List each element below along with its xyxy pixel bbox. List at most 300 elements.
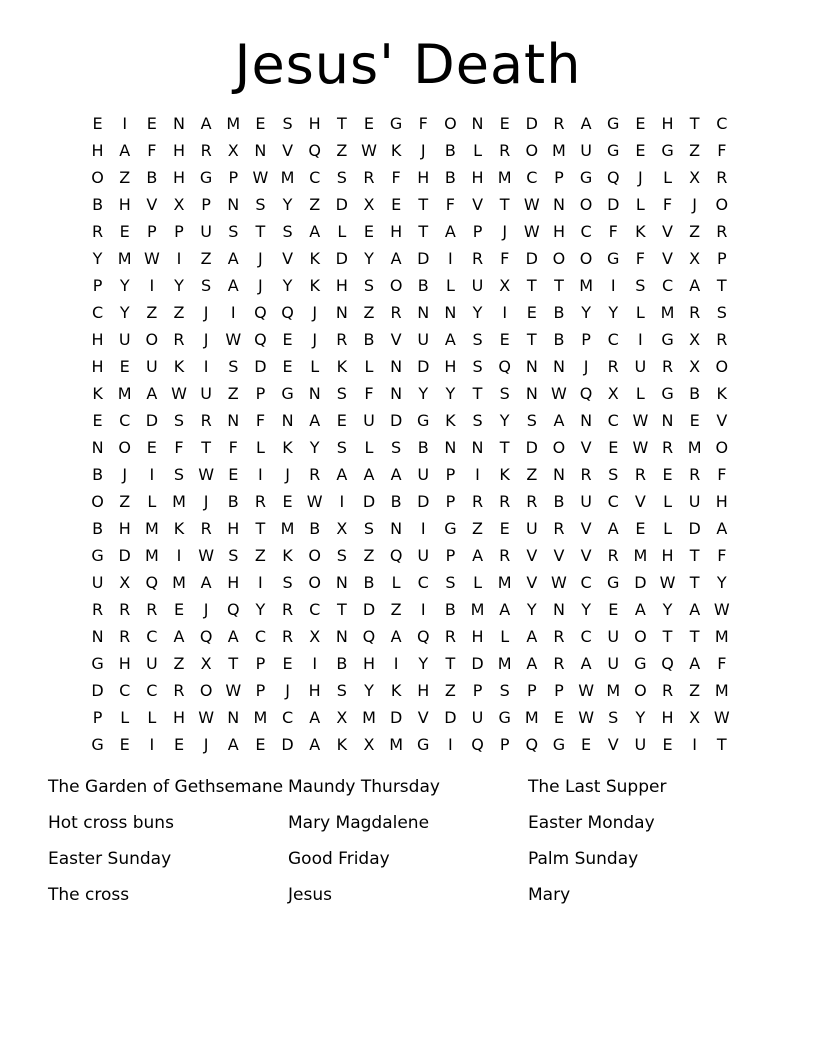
grid-letter: N <box>308 384 321 403</box>
grid-letter: H <box>172 168 185 187</box>
grid-letter: P <box>716 249 727 268</box>
grid-letter: U <box>607 654 620 673</box>
grid-letter: P <box>499 735 510 754</box>
word-list-item: The cross <box>48 885 130 905</box>
grid-letter: U <box>91 573 104 592</box>
grid-letter: Z <box>173 303 185 322</box>
grid-letter: M <box>470 600 485 619</box>
grid-letter: G <box>579 168 593 187</box>
grid-letter: S <box>228 546 239 565</box>
grid-letter: I <box>502 303 508 322</box>
grid-letter: P <box>255 681 266 700</box>
grid-letter: I <box>258 573 263 592</box>
word-list-item: Good Friday <box>288 849 390 869</box>
grid-letter: W <box>361 141 377 160</box>
grid-letter: A <box>689 276 701 295</box>
grid-letter: A <box>309 735 321 754</box>
grid-letter: I <box>203 357 209 376</box>
grid-letter: N <box>91 438 104 457</box>
grid-letter: A <box>146 384 158 403</box>
grid-letter: N <box>444 303 457 322</box>
grid-letter: U <box>417 330 430 349</box>
grid-letter: M <box>389 735 404 754</box>
grid-letter: H <box>308 681 321 700</box>
grid-letter: X <box>363 735 375 754</box>
grid-letter: V <box>580 546 592 565</box>
grid-letter: V <box>716 411 728 430</box>
grid-letter: J <box>583 357 589 376</box>
grid-letter: Q <box>389 546 403 565</box>
grid-letter: X <box>689 168 701 187</box>
grid-letter: A <box>200 573 212 592</box>
grid-row <box>84 515 736 542</box>
grid-letter: O <box>579 249 593 268</box>
grid-letter: Y <box>92 249 103 268</box>
grid-letter: S <box>526 411 537 430</box>
grid-letter: M <box>524 708 539 727</box>
word-list-item: The Garden of Gethsemane <box>48 777 284 797</box>
grid-letter: M <box>172 573 186 592</box>
grid-letter: C <box>309 600 321 619</box>
grid-letter: M <box>552 141 566 160</box>
grid-letter: B <box>227 492 239 511</box>
grid-letter: P <box>255 384 266 403</box>
grid-letter: O <box>199 681 213 700</box>
grid-letter: X <box>200 654 212 673</box>
grid-letter: Z <box>336 141 348 160</box>
grid-letter: E <box>499 330 510 349</box>
grid-letter: N <box>471 438 484 457</box>
grid-letter: D <box>417 357 430 376</box>
grid-letter: F <box>500 249 510 268</box>
grid-letter: D <box>335 249 348 268</box>
grid-letter: O <box>525 141 539 160</box>
grid-letter: N <box>390 519 403 538</box>
grid-letter: Y <box>608 303 619 322</box>
word-list-item: Jesus <box>288 885 332 905</box>
grid-letter: N <box>281 411 294 430</box>
grid-letter: I <box>230 303 236 322</box>
grid-letter: R <box>499 141 511 160</box>
grid-letter: T <box>418 195 429 214</box>
grid-letter: W <box>252 168 269 187</box>
grid-letter: E <box>119 735 130 754</box>
grid-letter: B <box>363 330 375 349</box>
grid-letter: U <box>634 357 647 376</box>
grid-letter: R <box>281 627 294 646</box>
grid-letter: H <box>362 654 375 673</box>
grid-letter: E <box>228 465 239 484</box>
grid-letter: A <box>499 600 511 619</box>
grid-letter: W <box>306 492 323 511</box>
grid-letter: M <box>687 438 702 457</box>
grid-letter: D <box>525 438 538 457</box>
grid-letter: G <box>661 384 674 403</box>
grid-row <box>84 434 736 461</box>
grid-letter: E <box>499 519 510 538</box>
grid-letter: N <box>91 627 104 646</box>
grid-letter: E <box>662 735 673 754</box>
grid-letter: K <box>309 249 320 268</box>
grid-letter: K <box>92 384 103 403</box>
grid-letter: V <box>526 573 538 592</box>
grid-letter: K <box>173 357 185 376</box>
grid-letter: X <box>363 195 375 214</box>
grid-letter: N <box>552 357 565 376</box>
grid-letter: E <box>146 438 157 457</box>
grid-letter: K <box>282 438 293 457</box>
grid-letter: V <box>662 222 673 241</box>
grid-letter: G <box>91 546 104 565</box>
grid-row <box>84 326 736 353</box>
grid-letter: R <box>254 492 266 511</box>
grid-letter: A <box>390 249 402 268</box>
grid-letter: Y <box>418 654 429 673</box>
grid-letter: C <box>91 303 104 322</box>
grid-letter: I <box>448 735 453 754</box>
grid-letter: E <box>282 330 293 349</box>
grid-letter: R <box>716 222 728 241</box>
grid-letter: Q <box>226 600 240 619</box>
grid-letter: S <box>336 384 347 403</box>
grid-letter: R <box>689 303 701 322</box>
grid-letter: I <box>312 654 318 673</box>
grid-letter: G <box>199 168 213 187</box>
grid-letter: H <box>471 627 484 646</box>
grid-letter: I <box>149 735 155 754</box>
grid-letter: P <box>255 654 266 673</box>
grid-letter: E <box>282 654 293 673</box>
grid-letter: A <box>526 654 538 673</box>
grid-letter: A <box>444 222 456 241</box>
grid-letter: Z <box>526 465 538 484</box>
grid-letter: K <box>716 384 728 403</box>
grid-letter: J <box>285 681 290 700</box>
grid-letter: A <box>227 627 239 646</box>
grid-letter: B <box>417 438 429 457</box>
grid-letter: N <box>552 195 565 214</box>
grid-letter: V <box>580 438 592 457</box>
grid-letter: H <box>661 708 674 727</box>
grid-letter: C <box>146 627 158 646</box>
grid-letter: H <box>335 276 348 295</box>
grid-letter: C <box>526 168 538 187</box>
grid-letter: H <box>118 519 131 538</box>
grid-letter: R <box>119 600 131 619</box>
grid-letter: Z <box>472 519 484 538</box>
grid-letter: F <box>635 249 645 268</box>
grid-letter: E <box>391 195 402 214</box>
grid-letter: A <box>227 276 239 295</box>
grid-letter: V <box>390 330 402 349</box>
grid-letter: F <box>717 546 727 565</box>
grid-letter: I <box>420 600 426 619</box>
grid-letter: X <box>499 276 511 295</box>
grid-letter: Y <box>119 276 130 295</box>
grid-letter: W <box>225 681 242 700</box>
grid-letter: R <box>281 600 294 619</box>
grid-letter: B <box>444 141 456 160</box>
grid-letter: H <box>308 114 321 133</box>
grid-letter: F <box>445 195 455 214</box>
grid-letter: W <box>143 249 160 268</box>
grid-letter: Y <box>174 276 184 295</box>
grid-letter: H <box>91 141 104 160</box>
grid-letter: R <box>526 492 538 511</box>
grid-letter: P <box>228 168 239 187</box>
grid-letter: V <box>526 546 538 565</box>
grid-letter: S <box>716 303 727 322</box>
grid-letter: B <box>309 519 321 538</box>
grid-letter: I <box>258 465 263 484</box>
grid-letter: T <box>418 222 429 241</box>
grid-letter: H <box>444 357 457 376</box>
grid-letter: B <box>444 168 456 187</box>
grid-letter: D <box>362 600 376 619</box>
grid-letter: Z <box>689 141 701 160</box>
grid-letter: E <box>173 600 185 619</box>
grid-letter: A <box>580 114 592 133</box>
grid-letter: N <box>390 384 403 403</box>
grid-letter: Y <box>472 303 483 322</box>
grid-letter: J <box>285 465 290 484</box>
grid-letter: G <box>91 654 104 673</box>
grid-letter: L <box>473 573 482 592</box>
grid-letter: V <box>282 141 294 160</box>
grid-letter: C <box>607 411 619 430</box>
word-list-item: Easter Monday <box>528 813 655 833</box>
grid-letter: G <box>607 573 620 592</box>
grid-row <box>84 191 736 218</box>
grid-letter: Y <box>716 573 727 592</box>
grid-letter: G <box>444 519 457 538</box>
grid-letter: A <box>444 330 456 349</box>
grid-letter: R <box>444 627 456 646</box>
grid-letter: I <box>638 330 643 349</box>
grid-letter: Y <box>282 276 293 295</box>
grid-letter: V <box>146 195 158 214</box>
grid-letter: K <box>390 141 402 160</box>
grid-letter: R <box>661 357 674 376</box>
grid-letter: N <box>552 600 565 619</box>
grid-letter: P <box>554 168 564 187</box>
grid-letter: I <box>475 465 480 484</box>
grid-letter: F <box>717 654 727 673</box>
grid-letter: Q <box>498 357 511 376</box>
grid-letter: Y <box>445 384 456 403</box>
grid-letter: I <box>149 465 155 484</box>
grid-letter: B <box>553 303 565 322</box>
grid-letter: M <box>144 546 159 565</box>
grid-letter: N <box>254 141 267 160</box>
word-list-item: Maundy Thursday <box>288 777 440 797</box>
grid-letter: X <box>336 519 348 538</box>
grid-letter: Y <box>526 600 537 619</box>
grid-letter: O <box>91 492 104 511</box>
grid-letter: M <box>606 681 621 700</box>
grid-letter: C <box>580 573 592 592</box>
grid-letter: D <box>389 411 403 430</box>
grid-letter: W <box>551 573 567 592</box>
grid-letter: R <box>92 600 104 619</box>
grid-letter: R <box>716 168 728 187</box>
grid-letter: Q <box>254 303 267 322</box>
grid-letter: C <box>281 708 294 727</box>
grid-letter: R <box>661 681 674 700</box>
grid-letter: J <box>203 492 209 511</box>
grid-row <box>84 623 736 650</box>
grid-letter: X <box>173 195 185 214</box>
grid-letter: N <box>444 438 457 457</box>
grid-letter: K <box>173 519 185 538</box>
grid-letter: W <box>523 195 540 214</box>
grid-letter: Q <box>199 627 213 646</box>
grid-letter: U <box>118 330 131 349</box>
grid-letter: F <box>662 195 673 214</box>
grid-letter: E <box>635 141 646 160</box>
grid-letter: H <box>118 654 131 673</box>
grid-letter: Q <box>254 330 267 349</box>
grid-letter: O <box>91 168 104 187</box>
grid-letter: J <box>203 735 209 754</box>
grid-letter: E <box>662 465 673 484</box>
grid-letter: U <box>525 519 538 538</box>
word-list-item: Mary <box>528 885 571 905</box>
grid-letter: D <box>471 654 484 673</box>
grid-letter: P <box>445 546 456 565</box>
grid-letter: B <box>336 654 348 673</box>
grid-letter: L <box>391 573 401 592</box>
grid-letter: A <box>472 546 484 565</box>
grid-letter: A <box>309 411 321 430</box>
grid-letter: A <box>390 627 402 646</box>
grid-letter: C <box>417 573 429 592</box>
grid-letter: B <box>92 465 104 484</box>
grid-letter: U <box>417 465 430 484</box>
grid-letter: R <box>336 330 348 349</box>
grid-letter: N <box>335 303 348 322</box>
grid-letter: U <box>607 627 620 646</box>
grid-letter: D <box>525 114 538 133</box>
grid-letter: S <box>608 708 619 727</box>
grid-letter: G <box>607 141 620 160</box>
grid-letter: T <box>255 519 266 538</box>
grid-letter: M <box>226 114 241 133</box>
grid-letter: S <box>336 438 347 457</box>
grid-letter: L <box>445 276 455 295</box>
grid-letter: M <box>280 168 295 187</box>
grid-letter: X <box>336 708 348 727</box>
word-list-item: Easter Sunday <box>48 849 172 869</box>
grid-letter: E <box>119 222 130 241</box>
grid-letter: N <box>661 411 674 430</box>
grid-letter: E <box>499 114 510 133</box>
grid-letter: U <box>200 222 212 241</box>
grid-letter: C <box>661 276 674 295</box>
grid-letter: M <box>362 708 376 727</box>
grid-letter: B <box>417 276 429 295</box>
grid-letter: C <box>146 681 158 700</box>
grid-letter: E <box>635 114 646 133</box>
grid-letter: G <box>417 735 430 754</box>
grid-letter: N <box>552 465 565 484</box>
grid-letter: J <box>312 330 318 349</box>
grid-letter: R <box>471 249 484 268</box>
grid-row <box>84 272 736 299</box>
grid-letter: R <box>553 519 565 538</box>
grid-letter: E <box>363 222 375 241</box>
grid-letter: O <box>715 195 729 214</box>
grid-letter: T <box>689 627 700 646</box>
grid-letter: P <box>147 222 157 241</box>
grid-letter: M <box>117 384 132 403</box>
grid-letter: E <box>336 411 347 430</box>
grid-letter: M <box>633 546 648 565</box>
grid-letter: B <box>92 195 104 214</box>
grid-letter: E <box>119 357 130 376</box>
grid-letter: G <box>607 114 620 133</box>
grid-letter: O <box>118 438 131 457</box>
grid-letter: X <box>689 357 701 376</box>
grid-letter: I <box>339 492 345 511</box>
grid-letter: R <box>661 438 674 457</box>
grid-letter: A <box>173 627 185 646</box>
grid-letter: X <box>689 249 701 268</box>
grid-letter: Y <box>282 195 293 214</box>
grid-letter: Y <box>364 681 374 700</box>
grid-letter: Z <box>119 492 131 511</box>
grid-letter: W <box>713 708 730 727</box>
grid-letter: U <box>417 546 430 565</box>
grid-letter: G <box>389 114 403 133</box>
grid-letter: T <box>228 654 239 673</box>
grid-letter: S <box>336 546 347 565</box>
grid-letter: L <box>337 222 347 241</box>
grid-letter: I <box>122 114 128 133</box>
grid-letter: S <box>201 276 212 295</box>
grid-letter: B <box>553 492 565 511</box>
grid-letter: Q <box>525 735 539 754</box>
grid-letter: H <box>552 222 565 241</box>
grid-letter: Y <box>499 411 510 430</box>
grid-letter: W <box>659 573 676 592</box>
grid-letter: L <box>147 708 157 727</box>
grid-letter: G <box>281 384 294 403</box>
grid-letter: Q <box>281 303 294 322</box>
grid-letter: N <box>227 195 240 214</box>
grid-letter: D <box>335 195 348 214</box>
grid-letter: K <box>390 681 402 700</box>
grid-letter: R <box>309 465 321 484</box>
grid-letter: B <box>363 573 375 592</box>
grid-letter: O <box>579 195 593 214</box>
grid-letter: A <box>336 465 348 484</box>
grid-letter: A <box>200 114 212 133</box>
grid-letter: V <box>634 492 646 511</box>
grid-letter: G <box>607 249 620 268</box>
grid-letter: E <box>363 114 375 133</box>
grid-letter: A <box>689 600 701 619</box>
grid-letter: M <box>660 303 675 322</box>
grid-letter: D <box>254 357 267 376</box>
grid-letter: R <box>607 357 619 376</box>
grid-letter: G <box>417 411 430 430</box>
grid-letter: F <box>147 141 157 160</box>
grid-letter: H <box>661 546 674 565</box>
grid-letter: K <box>336 357 348 376</box>
grid-letter: M <box>253 708 268 727</box>
grid-letter: H <box>715 492 728 511</box>
